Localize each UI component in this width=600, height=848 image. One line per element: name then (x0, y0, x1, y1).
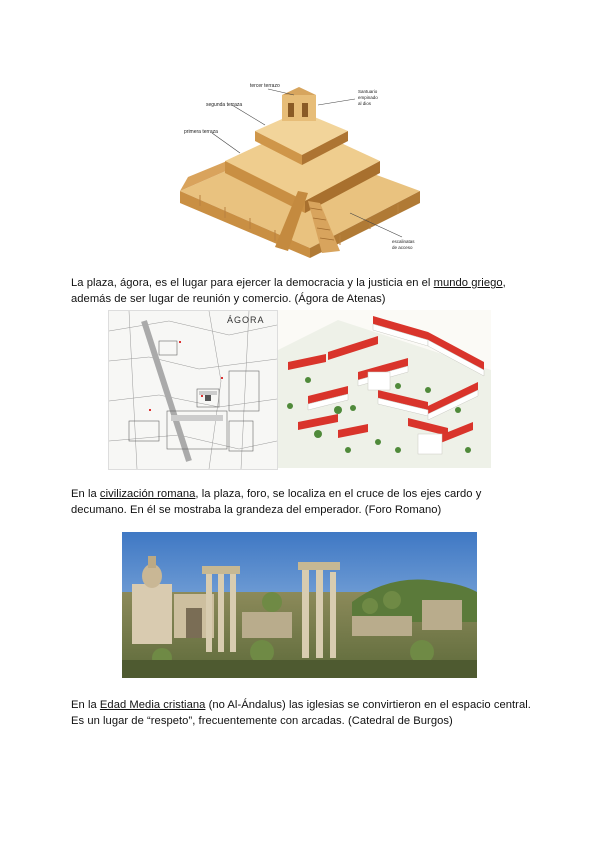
agora-map-title: ÁGORA (227, 315, 265, 325)
paragraph-text: En la (71, 699, 100, 711)
ziggurat-label-first-terrace: primera terraza (184, 129, 218, 135)
ziggurat-label-stairs: escalinatas de acceso (392, 239, 415, 250)
link-mundo-griego[interactable]: mundo griego (433, 277, 503, 289)
paragraph-agora (71, 276, 531, 307)
roman-forum-photo (122, 532, 477, 678)
ziggurat-label-shrine: Santuario empinado al dios (358, 89, 378, 106)
paragraph-text: , la plaza, foro, se localiza en el cruce de los ejes cardo y decumano. En él se mostraba la grandeza del emperador. (Foro Romano) (71, 488, 482, 516)
paragraph-text: (no Al-Ándalus) las iglesias se convirtieron en el espacio central. Es un lugar de “respeto”, frecuentemente con arcadas. (Catedral de Burgos) (71, 699, 531, 727)
ziggurat-label-third-terrace: tercer terrazo (250, 83, 280, 89)
agora-reconstruction-image (278, 310, 491, 468)
paragraph-text: La plaza, ágora, es el lugar para ejercer la democracia y la justicia en el (71, 277, 434, 289)
agora-map-image (108, 310, 278, 470)
paragraph-text: En la (71, 488, 100, 500)
ziggurat-illustration (170, 73, 428, 258)
ziggurat-label-second-terrace: segunda terraza (206, 102, 243, 108)
link-civilizacion-romana[interactable]: civilización romana (99, 488, 196, 500)
link-edad-media-cristiana[interactable]: Edad Media cristiana (99, 699, 206, 711)
paragraph-edad-media (71, 698, 531, 729)
paragraph-foro (71, 487, 531, 518)
paragraph-text: , además de ser lugar de reunión y comercio. (Ágora de Atenas) (71, 277, 506, 305)
